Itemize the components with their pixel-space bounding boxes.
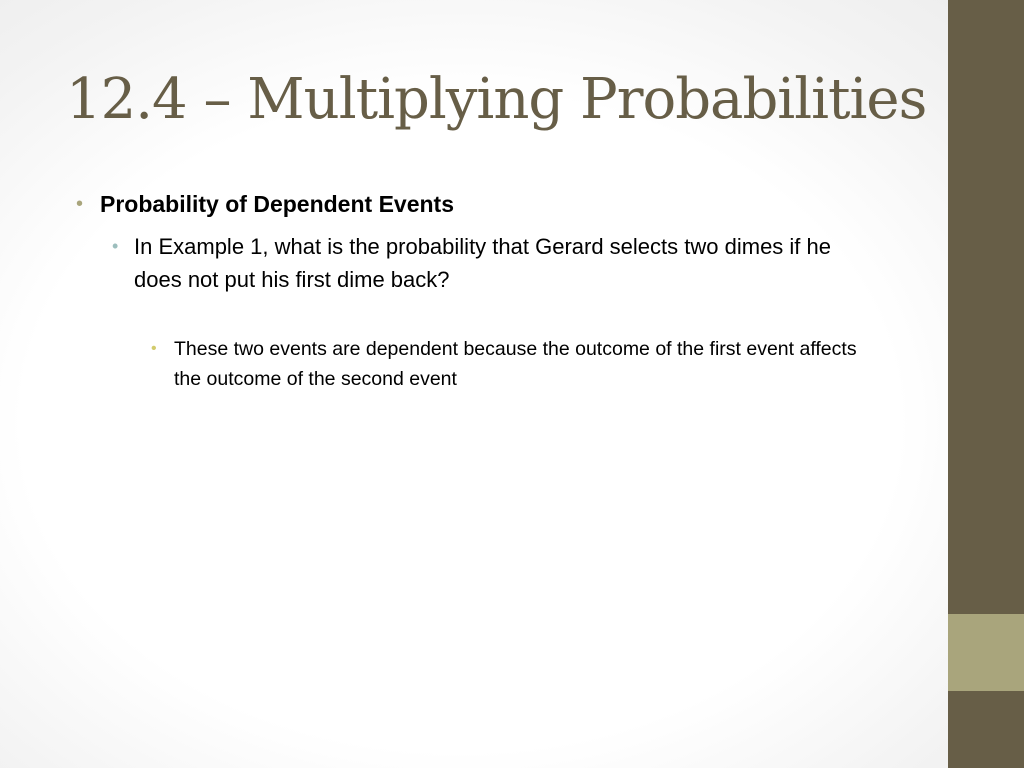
bullet-text: Probability of Dependent Events: [100, 191, 454, 217]
bullet-dot-icon: •: [112, 236, 119, 256]
bullet-level-3: [72, 334, 874, 394]
bullet-text: These two events are dependent because the outcome of the first event affects the outcome of the second event: [174, 338, 857, 390]
bullet-list: [72, 186, 932, 394]
bullet-dot-icon: •: [76, 193, 84, 215]
bullet-text: In Example 1, what is the probability that Gerard selects two dimes if he does not put his first dime back?: [134, 234, 831, 292]
sidebar-accent-block: [948, 614, 1024, 691]
slide-body: [72, 186, 932, 394]
slide-title: 12.4 – Multiplying Probabilities: [66, 67, 927, 132]
bullet-level-1: [72, 186, 932, 222]
bullet-level-2: [72, 230, 854, 296]
bullet-dot-icon: •: [151, 340, 157, 357]
